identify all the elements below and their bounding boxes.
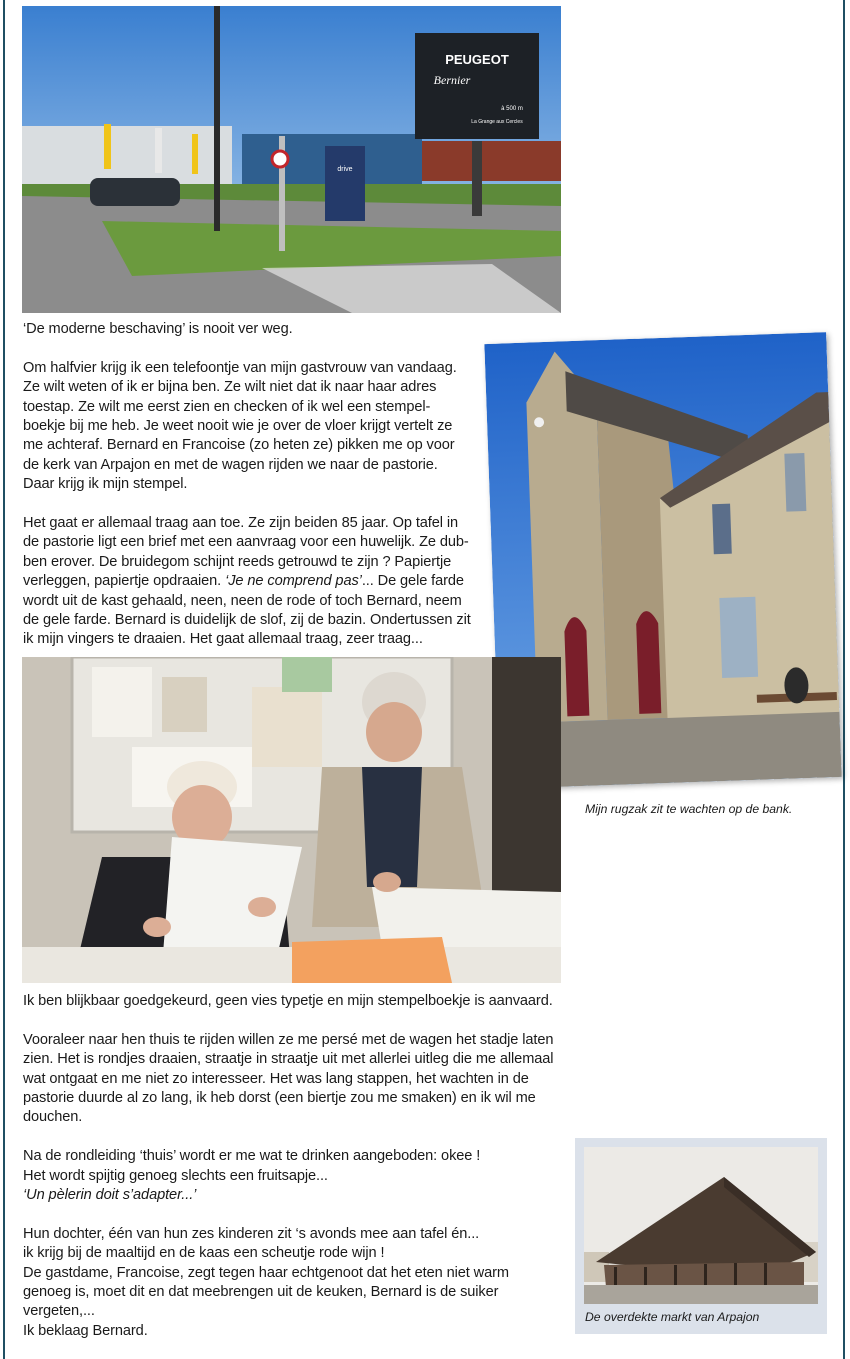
p3-line: de pastorie ligt een brief met een aanvraag voor een huwelijk. Ze dub- — [23, 534, 469, 551]
p2-line: Om halfvier krijg ik een telefoontje van mijn gastvrouw van vandaag. — [23, 359, 457, 376]
photo-peugeot-parking — [22, 6, 561, 313]
p2-line: boekje bij me heb. Je weet nooit wie je over de vloer krijgt vertelt ze — [23, 418, 453, 435]
drive-sign-text: drive — [337, 166, 353, 173]
article-text-top — [23, 320, 493, 650]
paragraph-1: ‘De moderne beschaving’ is nooit ver weg. — [23, 321, 293, 337]
p7-line: vergeten,... — [23, 1303, 95, 1320]
right-border-rule — [843, 0, 845, 1359]
paragraph-6 — [23, 1147, 583, 1205]
market-photo-box — [575, 1138, 827, 1334]
photo-covered-market — [584, 1147, 818, 1304]
p2-line: Ze wilt weten of ik er bijna ben. Ze wilt niet dat ik naar haar adres — [23, 379, 437, 396]
p3-line: ik mijn vingers te draaien. Het gaat allemaal traag, zeer traag... — [23, 631, 423, 648]
p3-line: de gele farde. Bernard is duidelijk de slof, zij de bazin. Ondertussen zit — [23, 612, 471, 629]
article-text-bottom — [23, 992, 583, 1341]
p7-line: De gastdame, Francoise, zegt tegen haar echtgenoot dat het eten niet warm — [23, 1264, 509, 1281]
paragraph-4: Ik ben blijkbaar goedgekeurd, geen vies typetje en mijn stempelboekje is aanvaard. — [23, 993, 553, 1009]
p6-italic-quote: ‘Un pèlerin doit s’adapter...’ — [23, 1187, 197, 1204]
p6-line: Het wordt spijtig genoeg slechts een fruitsapje... — [23, 1167, 328, 1184]
photo-couple-papers — [22, 657, 561, 983]
left-border-rule — [3, 0, 5, 1359]
p5-line: Vooraleer naar hen thuis te rijden willen ze me persé met de wagen het stadje laten — [23, 1031, 554, 1048]
p7-line: Ik beklaag Bernard. — [23, 1322, 148, 1339]
billboard-brand: PEUGEOT — [445, 52, 509, 67]
billboard-distance: à 500 m — [501, 106, 523, 112]
paragraph-5 — [23, 1031, 583, 1128]
p7-line: genoeg is, moet dit en dat meebrengen uit de keuken, Bernard is de suiker — [23, 1284, 499, 1301]
p3-line: ben erover. De bruidegom schijnt reeds getrouwd te zijn ? Papiertje — [23, 553, 452, 570]
p3-line: ... De gele farde — [361, 573, 464, 590]
p5-line: zien. Het is rondjes draaien, straatje in straatje uit met allerlei uitleg die me allemaal — [23, 1051, 554, 1068]
p7-line: Hun dochter, één van hun zes kinderen zit ‘s avonds mee aan tafel én... — [23, 1225, 480, 1242]
p2-line: me achteraf. Bernard en Francoise (zo heten ze) pikken me op voor — [23, 437, 455, 454]
billboard-dealer: Bernier — [433, 73, 471, 87]
paragraph-7 — [23, 1225, 583, 1341]
p2-line: toestap. Ze wilt me eerst zien en checken of ik wel een stempel- — [23, 398, 431, 415]
caption-church: Mijn rugzak zit te wachten op de bank. — [585, 802, 793, 816]
paragraph-3 — [23, 514, 493, 650]
caption-market: De overdekte markt van Arpajon — [585, 1310, 760, 1324]
p3-line: verleggen, papiertje opdraaien. — [23, 573, 226, 590]
p3-italic-quote: ‘Je ne comprend pas’ — [225, 573, 362, 590]
p2-line: de kerk van Arpajon en met de wagen rijden we naar de pastorie. — [23, 456, 438, 473]
p5-line: douchen. — [23, 1109, 83, 1126]
p2-line: Daar krijg ik mijn stempel. — [23, 476, 188, 493]
p7-line: ik krijg bij de maaltijd en de kaas een scheutje rode wijn ! — [23, 1245, 385, 1262]
billboard-place: La Grange aux Cercles — [471, 119, 523, 125]
paragraph-2 — [23, 359, 493, 495]
p5-line: wat ontgaat en me niet zo interesseer. Het was lang stappen, het wachten in de — [23, 1070, 529, 1087]
p5-line: pastorie duurde al zo lang, ik heb dorst (een biertje zou me smaken) en ik wil me — [23, 1090, 536, 1107]
p3-line: Het gaat er allemaal traag aan toe. Ze zijn beiden 85 jaar. Op tafel in — [23, 515, 459, 532]
p6-line: Na de rondleiding ‘thuis’ wordt er me wat te drinken aangeboden: okee ! — [23, 1148, 481, 1165]
p3-line: wordt uit de kast gehaald, neen, neen de rode of toch Bernard, neem — [23, 592, 462, 609]
